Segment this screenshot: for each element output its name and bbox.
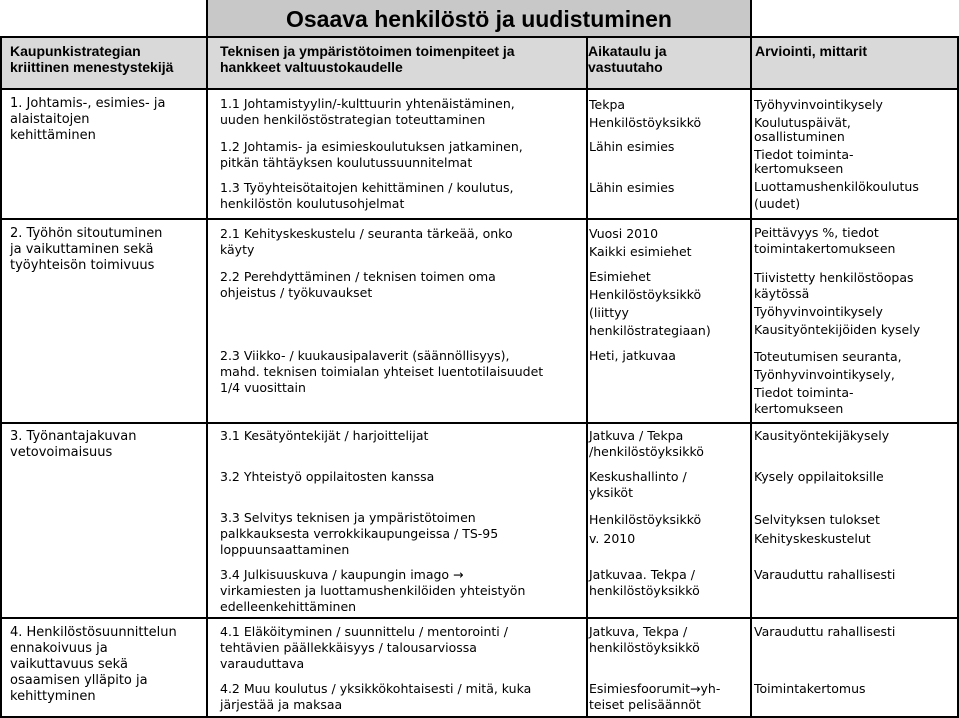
action-3-3-line1: 3.3 Selvitys teknisen ja ympäristötoimen [220, 510, 476, 525]
action-2-2-line2: ohjeistus / työkuvaukset [220, 285, 373, 300]
header-col1-line1: Kaupunkistrategian [10, 43, 141, 59]
metric-10 [754, 681, 866, 697]
grid-line-col2 [586, 36, 588, 718]
action-3-2 [220, 469, 434, 485]
metric-9 [754, 624, 895, 640]
responsible-1-2 [589, 139, 674, 155]
responsible-2-1-line2: Kaikki esimiehet [589, 244, 692, 259]
action-2-2-line1: 2.2 Perehdyttäminen / teknisen toimen oma [220, 269, 496, 284]
action-4-2-line1: 4.2 Muu koulutus / yksikkökohtaisesti / mitä, kuka [220, 681, 532, 696]
metric-3-line3: Työhyvinvointikysely [754, 304, 883, 319]
action-2-1-line1: 2.1 Kehityskeskustelu / seuranta tärkeää, onko [220, 226, 513, 241]
factor-2-line1: 2. Työhön sitoutuminen [10, 226, 163, 241]
responsible-2-2-line1: Esimiehet [589, 269, 651, 284]
responsible-1-1 [589, 96, 701, 132]
factor-1-line1: 1. Johtamis-, esimies- ja [10, 96, 166, 111]
metric-8-line1: Varauduttu rahallisesti [754, 567, 896, 582]
responsible-3-2-line2: yksiköt [589, 485, 633, 500]
metric-4-line1: Toteutumisen seuranta, [754, 349, 902, 364]
action-1-3-line2: henkilöstön koulutusohjelmat [220, 196, 405, 211]
action-4-2 [220, 681, 531, 713]
factor-2-line3: työyhteisön toimivuus [10, 258, 155, 273]
header-col1-line2: kriittinen menestystekijä [10, 59, 174, 75]
responsible-2-1-line1: Vuosi 2010 [589, 226, 659, 241]
action-1-2-line1: 1.2 Johtamis- ja esimieskoulutuksen jatkaminen, [220, 139, 523, 154]
factor-1-line3: kehittäminen [10, 128, 96, 143]
responsible-3-3-line2: v. 2010 [589, 531, 636, 546]
responsible-4-1-line1: Jatkuva, Tekpa / [589, 624, 688, 639]
responsible-2-2-line3: (liittyy [589, 305, 629, 320]
responsible-4-2-line2: teiset pelisäännöt [589, 697, 701, 712]
responsible-3-1 [589, 428, 704, 460]
action-4-1-line1: 4.1 Eläköityminen / suunnittelu / mentorointi / [220, 624, 508, 639]
action-3-2-line1: 3.2 Yhteistyö oppilaitosten kanssa [220, 469, 435, 484]
action-4-2-line2: järjestää ja maksaa [220, 697, 343, 712]
metric-2-line2: toimintakertomukseen [754, 241, 896, 256]
responsible-3-1-line2: /henkilöstöyksikkö [589, 444, 704, 459]
header-col3-line1: Aikataulu ja [588, 43, 667, 59]
action-2-3 [220, 348, 543, 396]
grid-line-top [0, 36, 959, 38]
factor-4-line4: osaamisen ylläpito ja [10, 673, 148, 688]
metric-1-line3: osallistuminen [754, 129, 845, 144]
metric-4-line2: Työnhyvinvointikysely, [754, 367, 895, 382]
metric-2-line1: Peittävyys %, tiedot [754, 225, 879, 240]
header-col3 [588, 43, 667, 75]
metric-3-line4: Kausityöntekijöiden kysely [754, 322, 921, 337]
metric-1 [754, 96, 919, 213]
responsible-4-1-line2: henkilöstöyksikkö [589, 640, 700, 655]
action-2-1-line2: käyty [220, 242, 255, 257]
metric-2 [754, 225, 895, 257]
header-col4 [755, 43, 867, 59]
metric-1-line5: kertomukseen [754, 161, 844, 176]
factor-1-line2: alaistaitojen [10, 112, 90, 127]
action-3-3-line3: loppuunsaattaminen [220, 542, 350, 557]
grid-line-row3-bottom [0, 617, 959, 619]
metric-7-line1: Selvityksen tulokset [754, 512, 880, 527]
metric-6-line1: Kysely oppilaitoksille [754, 469, 884, 484]
responsible-3-4-line2: henkilöstöyksikkö [589, 583, 700, 598]
responsible-4-1 [589, 624, 700, 656]
responsible-3-2-line1: Keskushallinto / [589, 469, 687, 484]
grid-line-left [0, 36, 2, 718]
responsible-1-2-line1: Lähin esimies [589, 139, 675, 154]
factor-4 [10, 625, 177, 705]
action-2-2 [220, 269, 496, 301]
action-1-2 [220, 139, 523, 171]
action-4-1 [220, 624, 508, 672]
metric-6 [754, 469, 884, 485]
action-3-4-line3: edelleenkehittäminen [220, 599, 357, 614]
factor-2-line2: ja vaikuttaminen sekä [10, 242, 154, 257]
metric-1-line1: Työhyvinvointikysely [754, 97, 883, 112]
responsible-2-1 [589, 225, 692, 261]
action-4-1-line2: tehtävien päällekkäisyys / talousarviossa [220, 640, 477, 655]
metric-1-line6: Luottamushenkilökoulutus [754, 178, 919, 194]
action-3-1 [220, 428, 428, 444]
responsible-2-2-line2: Henkilöstöyksikkö [589, 287, 702, 302]
responsible-2-3-line1: Heti, jatkuvaa [589, 348, 676, 363]
grid-line-col1 [206, 0, 208, 718]
factor-2 [10, 226, 162, 274]
action-3-1-line1: 3.1 Kesätyöntekijät / harjoittelijat [220, 428, 429, 443]
metric-1-line4: Tiedot toiminta- [754, 146, 854, 162]
action-3-4-line1: 3.4 Julkisuuskuva / kaupungin imago → [220, 567, 464, 582]
action-1-1-line1: 1.1 Johtamistyylin/-kulttuurin yhtenäistäminen, [220, 96, 515, 111]
responsible-4-2 [589, 681, 720, 713]
metric-4-line3: Tiedot toiminta- [754, 385, 854, 400]
header-col1 [10, 43, 173, 75]
metric-4-line4: kertomukseen [754, 401, 844, 416]
responsible-1-3 [589, 180, 674, 196]
grid-line-row1-bottom [0, 218, 959, 220]
action-2-3-line1: 2.3 Viikko- / kuukausipalaverit (säännöllisyys), [220, 348, 510, 363]
metric-4 [754, 348, 902, 418]
metric-1-line7: (uudet) [754, 196, 801, 211]
responsible-3-3 [589, 510, 701, 548]
grid-line-row2-bottom [0, 422, 959, 424]
responsible-3-4 [589, 567, 700, 599]
grid-line-header-bottom [0, 88, 959, 90]
responsible-1-1-line2: Henkilöstöyksikkö [589, 115, 702, 130]
metric-10-line1: Toimintakertomus [754, 681, 866, 696]
action-3-4 [220, 567, 525, 615]
action-1-3 [220, 180, 514, 212]
metric-3-line2: käytössä [754, 286, 810, 301]
responsible-2-3 [589, 348, 676, 364]
responsible-1-3-line1: Lähin esimies [589, 180, 675, 195]
action-1-1-line2: uuden henkilöstöstrategian toteuttaminen [220, 112, 486, 127]
metric-1-line2: Koulutuspäivät, [754, 114, 851, 130]
action-3-4-line2: virkamiesten ja luottamushenkilöiden yhteistyön [220, 583, 526, 598]
factor-4-line3: vaikuttavuus sekä [10, 657, 128, 672]
responsible-4-2-line1: Esimiesfoorumit→yh- [589, 681, 721, 696]
action-1-2-line2: pitkän tähtäyksen koulutussuunnitelmat [220, 155, 473, 170]
responsible-3-4-line1: Jatkuvaa. Tekpa / [589, 567, 695, 582]
grid-line-col3 [750, 0, 752, 718]
responsible-3-3-line1: Henkilöstöyksikkö [589, 512, 702, 527]
action-3-3 [220, 510, 498, 558]
metric-5 [754, 428, 889, 444]
factor-3-line1: 3. Työnantajakuvan [10, 429, 137, 444]
action-2-3-line3: 1/4 vuosittain [220, 380, 306, 395]
action-1-3-line1: 1.3 Työyhteisötaitojen kehittäminen / koulutus, [220, 180, 514, 195]
metric-3 [754, 269, 920, 339]
header-col2-line2: hankkeet valtuustokaudelle [220, 59, 403, 75]
metric-5-line1: Kausityöntekijäkysely [754, 428, 890, 443]
factor-4-line5: kehittyminen [10, 689, 96, 704]
metric-3-line1: Tiivistetty henkilöstöopas [754, 270, 914, 285]
header-col3-line2: vastuutaho [588, 59, 663, 75]
responsible-1-1-line1: Tekpa [589, 97, 626, 112]
responsible-3-1-line1: Jatkuva / Tekpa [589, 428, 684, 443]
factor-3-line2: vetovoimaisuus [10, 445, 113, 460]
page-title [207, 0, 751, 38]
factor-4-line2: ennakoivuus ja [10, 641, 108, 656]
header-col4-line1: Arviointi, mittarit [755, 43, 868, 59]
action-1-1 [220, 96, 515, 128]
action-4-1-line3: varauduttava [220, 656, 305, 671]
action-2-3-line2: mahd. teknisen toimialan yhteiset luentotilaisuudet [220, 364, 544, 379]
header-col2 [220, 43, 515, 75]
page-title-text: Osaava henkilöstö ja uudistuminen [286, 5, 672, 32]
metric-7 [754, 510, 880, 548]
factor-1 [10, 96, 165, 144]
factor-4-line1: 4. Henkilöstösuunnittelun [10, 625, 177, 640]
factor-3 [10, 429, 136, 461]
metric-8 [754, 567, 895, 583]
responsible-2-2 [589, 268, 711, 340]
metric-7-line2: Kehityskeskustelut [754, 531, 871, 546]
action-2-1 [220, 226, 513, 258]
responsible-2-2-line4: henkilöstrategiaan) [589, 323, 711, 338]
responsible-3-2 [589, 469, 687, 501]
action-3-3-line2: palkkauksesta verrokkikaupungeissa / TS-95 [220, 526, 499, 541]
header-col2-line1: Teknisen ja ympäristötoimen toimenpiteet ja [220, 43, 515, 59]
metric-9-line1: Varauduttu rahallisesti [754, 624, 896, 639]
